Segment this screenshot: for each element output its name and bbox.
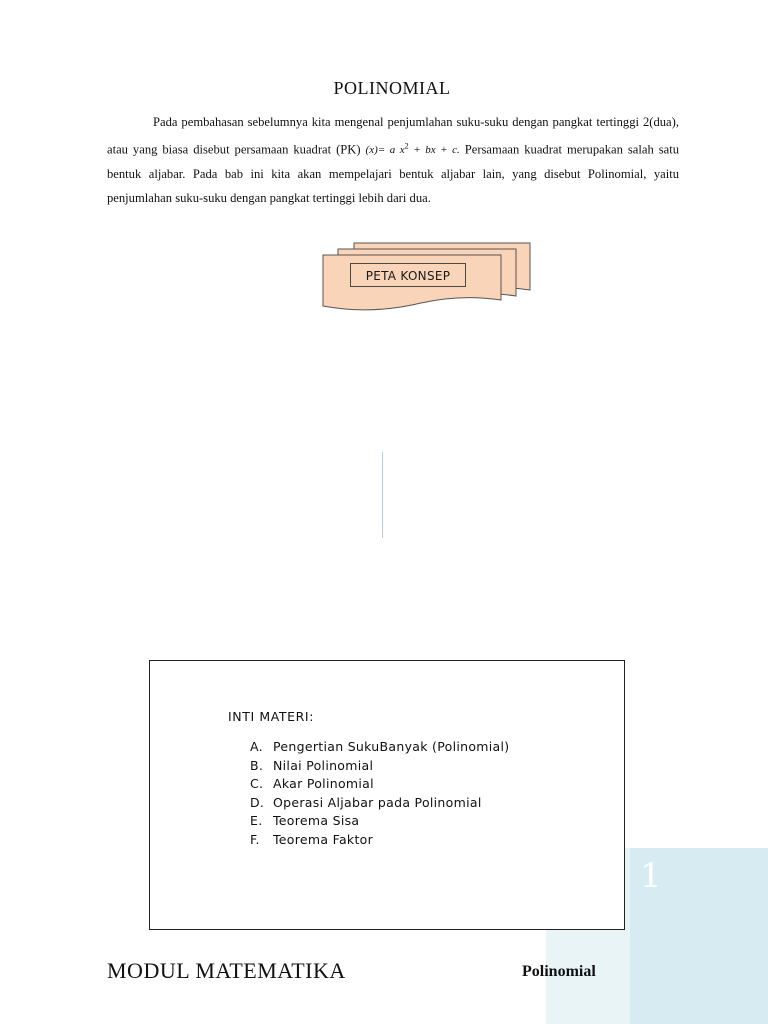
list-item (250, 794, 509, 813)
vertical-divider (382, 452, 383, 538)
quadratic-formula (365, 141, 460, 157)
list-marker: C. (250, 776, 264, 791)
core-material-box (149, 660, 625, 930)
list-marker: B. (250, 757, 264, 773)
list-item (250, 757, 509, 776)
formula-exponent: 2 (404, 141, 409, 151)
core-material-heading: INTI MATERI: (228, 709, 315, 724)
list-marker: E. (250, 813, 263, 828)
formula-lhs: (x)= a x (365, 144, 405, 157)
list-marker: D. (250, 794, 265, 810)
list-item (250, 831, 509, 850)
page-number: 1 (640, 856, 662, 896)
list-marker: F. (250, 831, 260, 847)
footer-chapter-title: Polinomial (522, 963, 596, 980)
formula-rhs: + bx + c. (408, 144, 460, 157)
core-material-list (250, 738, 509, 849)
intro-text-part2: Persamaan kuadrat merupakan salah satu bentuk aljabar. Pada bab ini kita akan mempelajari bentuk aljabar lain, yang disebut Polinomial, yaitu penjumlahan suku-suku dengan pangkat tertinggi lebih dari dua. (107, 142, 679, 206)
footer-module-title: MODUL MATEMATIKA (107, 958, 346, 983)
list-item-text: Akar Polinomial (273, 776, 374, 791)
list-item-text: Operasi Aljabar pada Polinomial (273, 794, 482, 810)
list-item (250, 775, 509, 794)
list-marker: A. (250, 739, 263, 754)
list-item-text: Pengertian SukuBanyak (Polinomial) (273, 739, 510, 754)
list-item (250, 812, 509, 831)
list-item-text: Teorema Faktor (273, 831, 374, 847)
intro-text-part1: Pada pembahasan sebelumnya kita mengenal penjumlahan suku-suku dengan pangkat tertinggi 2(dua), atau yang biasa disebut persamaan kuadrat (PK) (107, 115, 679, 157)
list-item-text: Nilai Polinomial (273, 757, 374, 773)
list-item-text: Teorema Sisa (273, 813, 360, 828)
intro-paragraph (107, 111, 679, 211)
concept-map-label: PETA KONSEP (350, 263, 466, 287)
list-item (250, 738, 509, 757)
page-title: POLINOMIAL (333, 78, 451, 98)
